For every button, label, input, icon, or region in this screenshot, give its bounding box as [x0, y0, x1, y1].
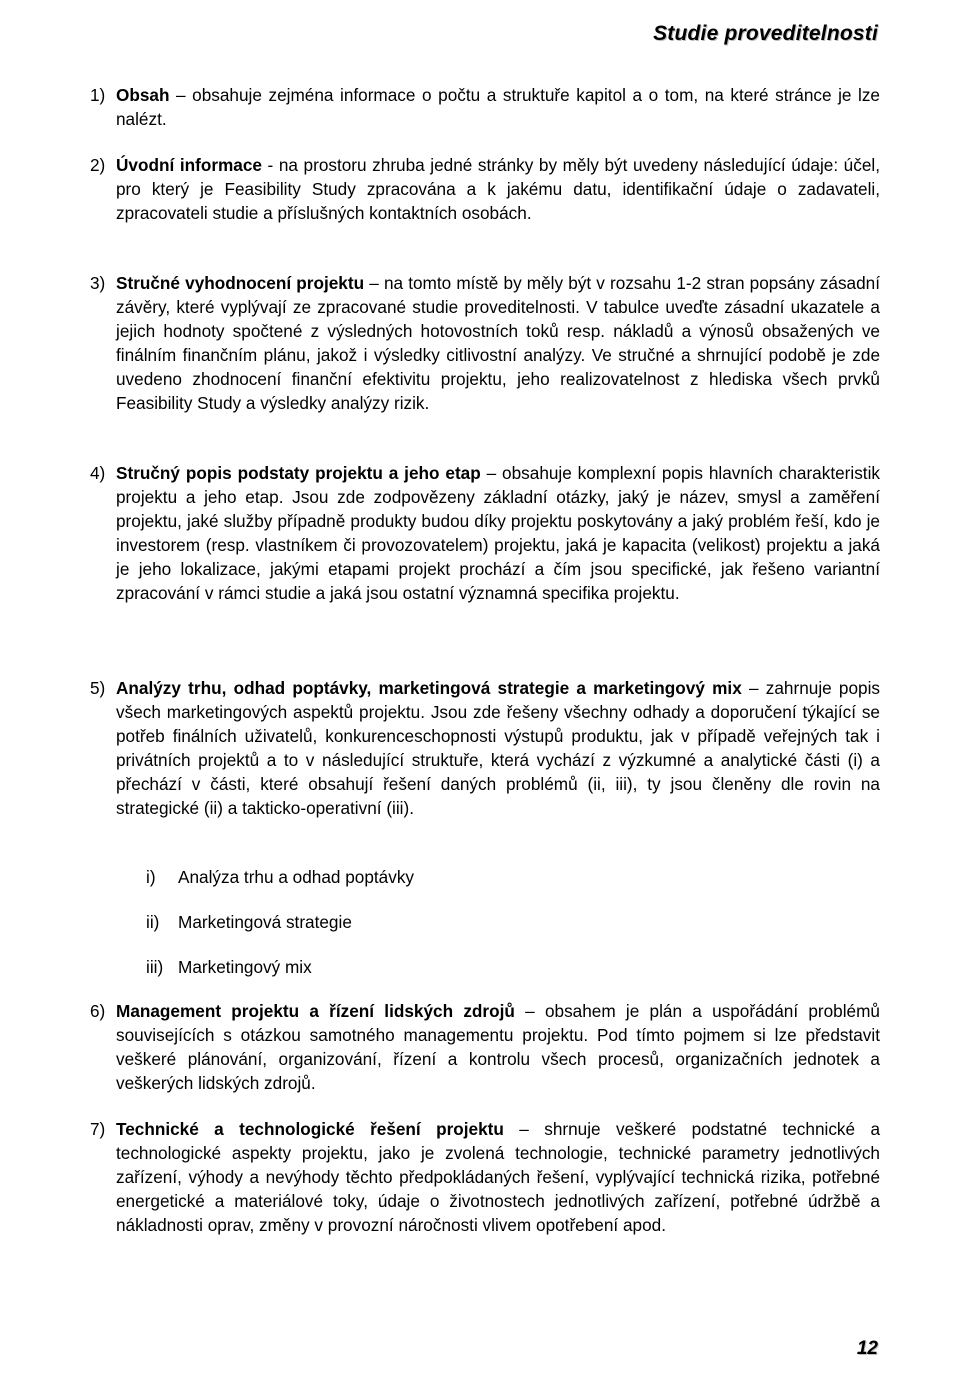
item-heading: Stručný popis podstaty projektu a jeho etap: [116, 463, 481, 483]
list-item-technicke-reseni: [90, 1117, 880, 1237]
item-text: obsahuje zejména informace o počtu a struktuře kapitol a o tom, na které stránce je lze nalézt.: [116, 85, 880, 129]
item-separator: –: [503, 1119, 545, 1139]
item-separator: –: [364, 273, 384, 293]
sub-item-number: i): [146, 867, 156, 887]
item-body: [116, 271, 880, 415]
item-text: na tomto místě by měly být v rozsahu 1-2 stran popsány zásadní závěry, které vyplývají ze zpracované studie proveditelnosti. V tabulce uveďte zásadní ukazatele a jejich hodnoty spočtené z výsledných hotovostních toků resp. nákladů a výnosů obsažených ve finálním finančním plánu, jakož i výsledky citlivostní analýzy. Ve stručné a shrnující podobě je zde uvedeno zhodnocení finanční efektivitu projektu, jeho realizovatelnost z hlediska všech prvků Feasibility Study a výsledky analýzy rizik.: [116, 273, 881, 413]
sub-list-item: [146, 865, 414, 889]
item-heading: Stručné vyhodnocení projektu: [116, 273, 365, 293]
list-item-strucne-vyhodnoceni: [90, 271, 880, 415]
list-item-management: [90, 999, 880, 1095]
sub-list-item: [146, 910, 352, 934]
sub-item-text: Analýza trhu a odhad poptávky: [178, 867, 415, 887]
sub-item-number: iii): [146, 957, 164, 977]
item-number: 7): [90, 1119, 106, 1139]
item-body: [116, 83, 880, 131]
list-item-analyzy-trhu: [90, 676, 880, 820]
item-separator: –: [514, 1001, 545, 1021]
item-number: 5): [90, 678, 106, 698]
item-text: obsahem je plán a uspořádání problémů souvisejících s otázkou samotného managementu projektu. Pod tímto pojmem si lze představit veškeré plánování, organizování, řízení a kontrolu všech procesů, organizačních jednotek a veškerých lidských zdrojů.: [116, 1001, 880, 1093]
page-header-title: Studie proveditelnosti: [653, 22, 878, 45]
list-item-obsah: [90, 83, 880, 131]
item-text: shrnuje veškeré podstatné technické a technologické aspekty projektu, jako je zvolená technologie, technické parametry jednotlivých zařízení, výhody a nevýhody těchto předpokládaných řešení, vyplývající technická rizika, potřebné energetické a materiálové toky, údaje o životnostech jednotlivých zařízení, potřebné údržbě a nákladnosti oprav, změny v provozní náročnosti vlivem opotřebení apod.: [116, 1119, 881, 1235]
item-body: [116, 153, 880, 225]
item-body: [116, 676, 880, 820]
item-number: 4): [90, 463, 106, 483]
item-heading: Analýzy trhu, odhad poptávky, marketingová strategie a marketingový mix: [116, 678, 742, 698]
sub-item-number: ii): [146, 912, 160, 932]
item-text: na prostoru zhruba jedné stránky by měly být uvedeny následující údaje: účel, pro který je Feasibility Study zpracována a k jakému datu, identifikační údaje o zadavateli, zpracovateli studie a příslušných kontaktních osobách.: [116, 155, 880, 223]
item-heading: Management projektu a řízení lidských zdrojů: [116, 1001, 515, 1021]
sub-list-item: [146, 955, 312, 979]
item-body: [116, 1117, 880, 1237]
item-separator: –: [169, 85, 193, 105]
sub-item-text: Marketingový mix: [178, 957, 312, 977]
item-text: obsahuje komplexní popis hlavních charakteristik projektu a jeho etap. Jsou zde zodpovězeny základní otázky, jaký je název, smysl a zaměření projektu, jaké služby případně produkty budou díky projektu poskytovány a jaký problém řeší, kdo je investorem (resp. vlastníkem či provozovatelem) projektu, jaká je kapacita (velikost) projektu a jaká je jeho lokalizace, jakými etapami projekt prochází a čím jsou specifické, jak řešeno variantní zpracování v rámci studie a jaká jsou ostatní významná specifika projektu.: [116, 463, 880, 603]
item-body: [116, 999, 880, 1095]
item-separator: –: [741, 678, 766, 698]
page-number: 12: [856, 1338, 878, 1359]
list-item-strucny-popis: [90, 461, 880, 605]
item-separator: -: [261, 155, 279, 175]
sub-item-text: Marketingová strategie: [178, 912, 352, 932]
item-heading: Technické a technologické řešení projektu: [116, 1119, 504, 1139]
item-number: 6): [90, 1001, 106, 1021]
item-body: [116, 461, 880, 605]
item-separator: –: [480, 463, 503, 483]
item-heading: Obsah: [116, 85, 170, 105]
item-number: 2): [90, 155, 106, 175]
item-number: 3): [90, 273, 106, 293]
item-number: 1): [90, 85, 106, 105]
list-item-uvodni-informace: [90, 153, 880, 225]
item-heading: Úvodní informace: [116, 155, 262, 175]
item-text: zahrnuje popis všech marketingových aspektů projektu. Jsou zde řešeny všechny odhady a doporučení týkající se potřeb finálních uživatelů, konkurenceschopnosti výstupů produktu, jak v případě veřejných tak i privátních projektů a to v následující struktuře, která vychází z výzkumné a analytické části (i) a přechází v části, které obsahují řešení daných problémů (ii, iii), ty jsou členěny dle rovin na strategické (ii) a takticko-operativní (iii).: [116, 678, 881, 818]
